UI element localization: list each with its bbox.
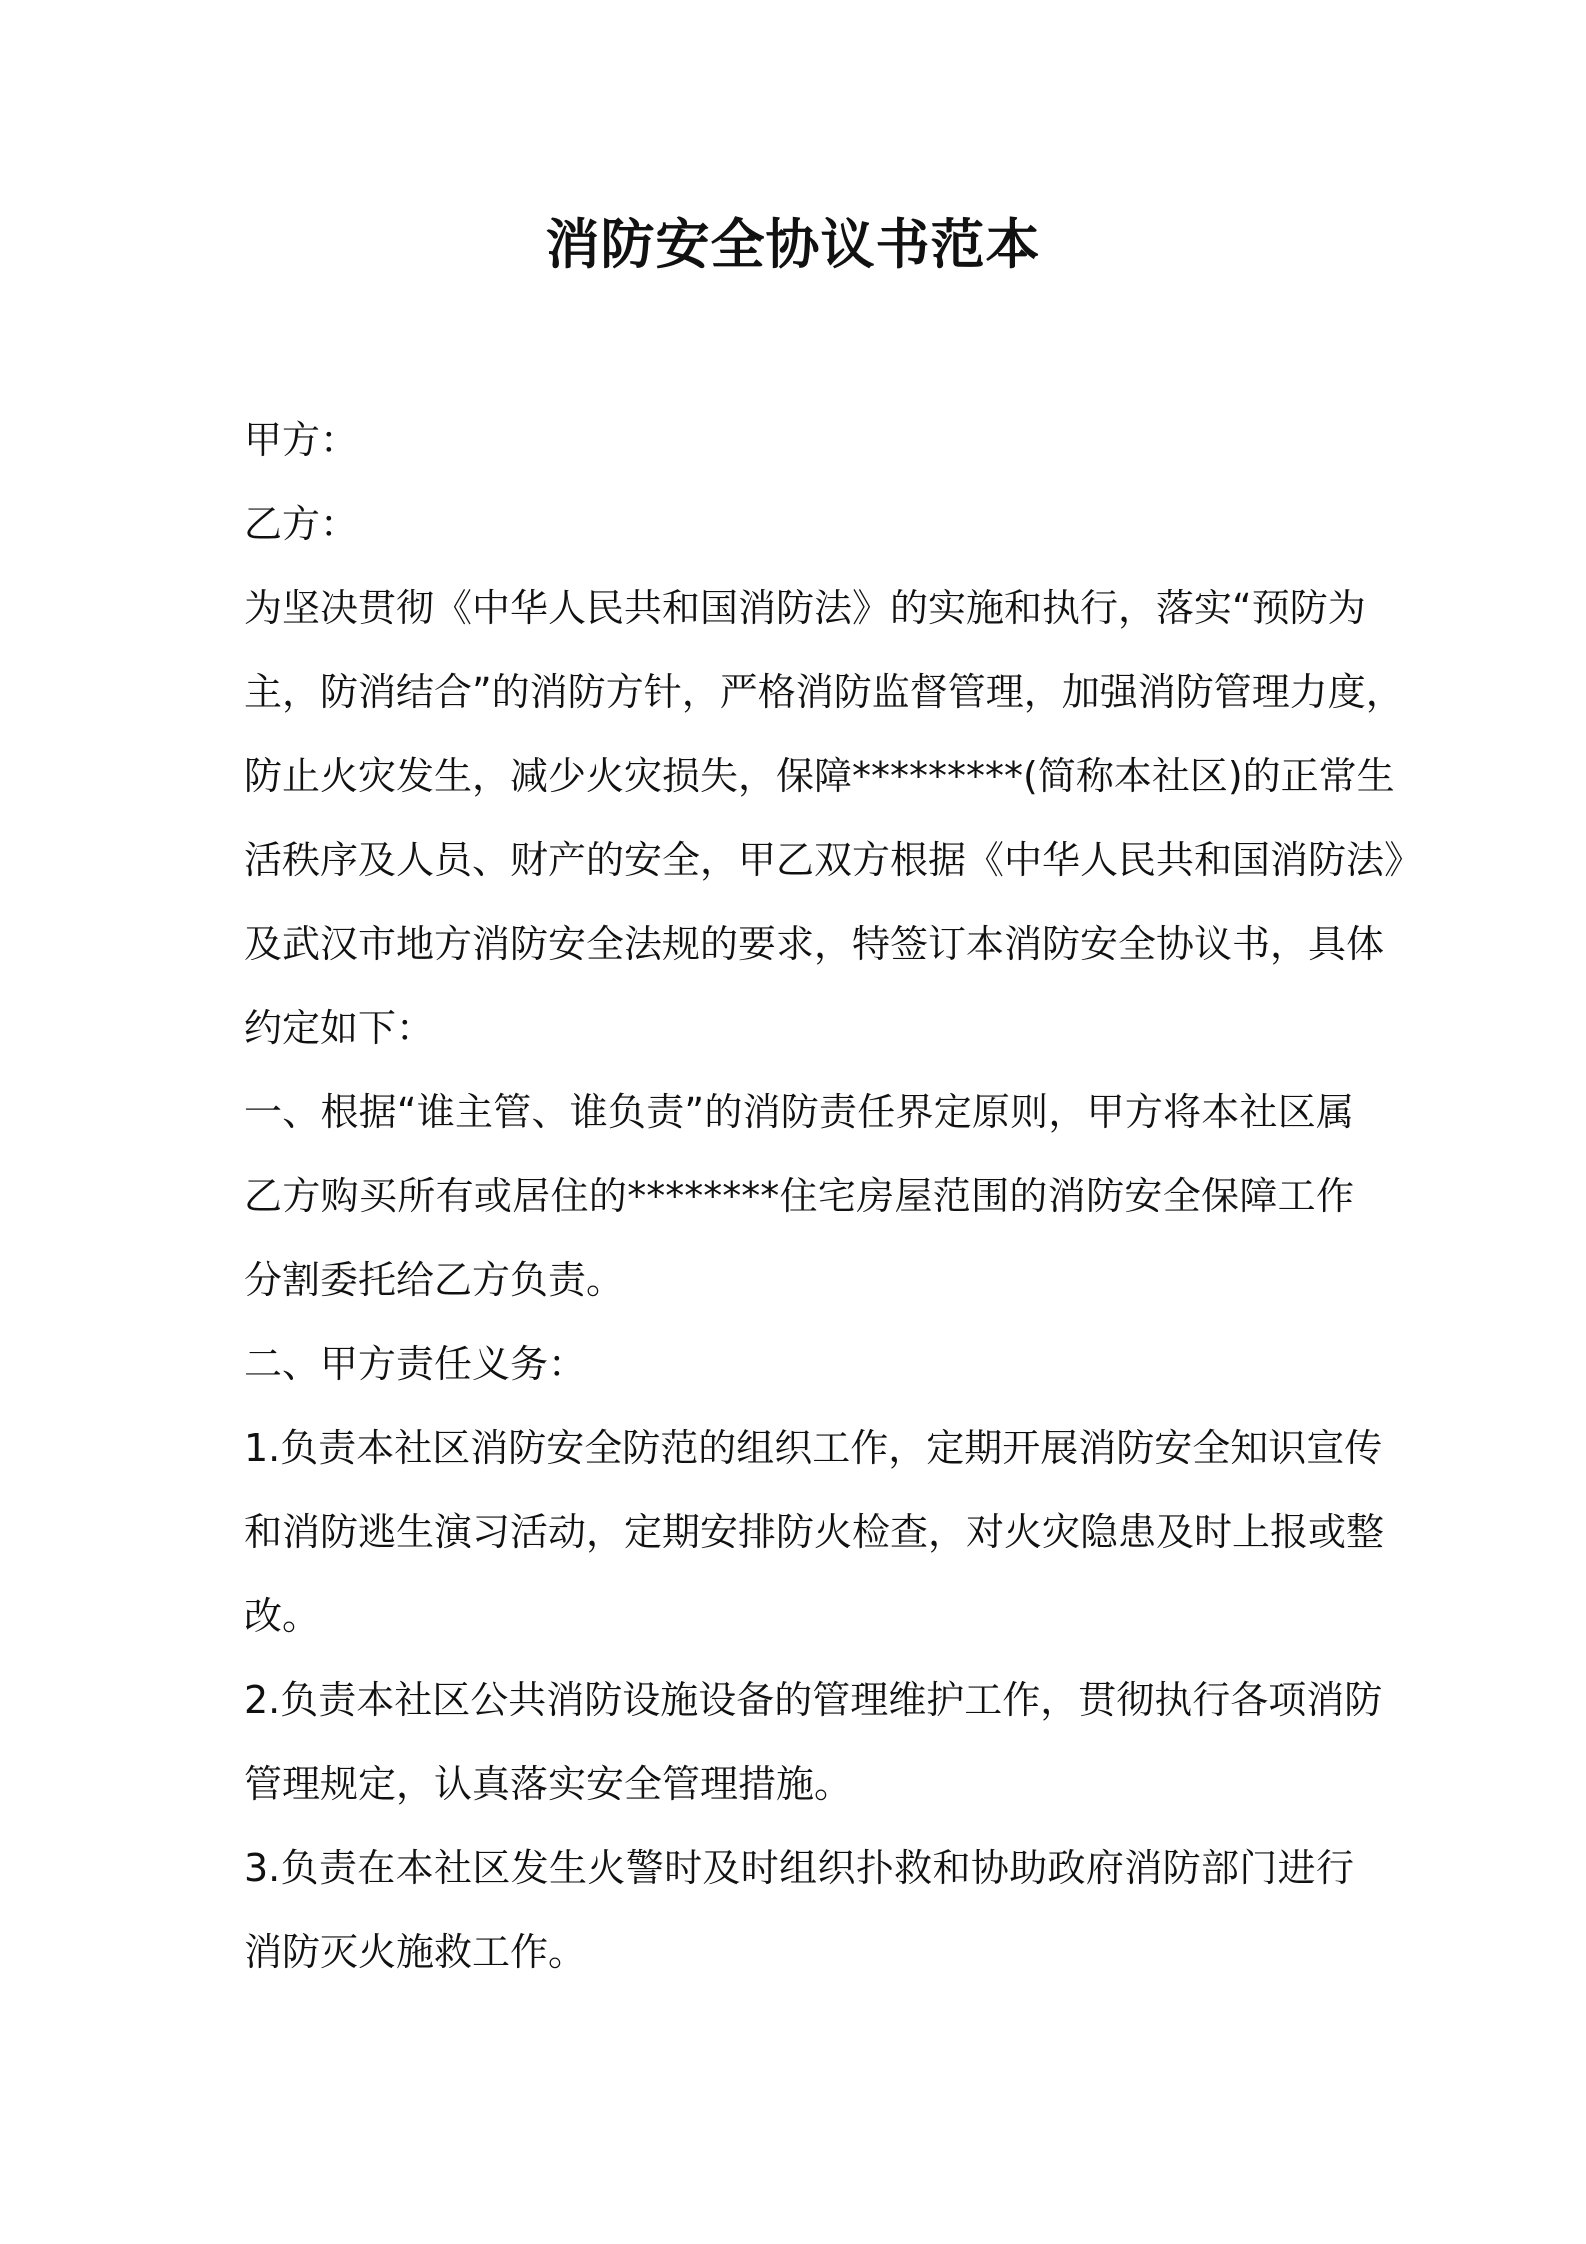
- item-1-line: 改。: [244, 1594, 321, 1638]
- document-title: 消防安全协议书范本: [545, 213, 1041, 276]
- paragraph-line: 防止火灾发生，减少火灾损失，保障*********(简称本社区)的正常生: [244, 754, 1395, 798]
- party-b-line: 乙方：: [244, 502, 359, 546]
- paragraph-line: 及武汉市地方消防安全法规的要求，特签订本消防安全协议书，具体: [244, 922, 1385, 966]
- item-3-line: 3.负责在本社区发生火警时及时组织扑救和协助政府消防部门进行: [244, 1846, 1354, 1890]
- item-1-line: 1.负责本社区消防安全防范的组织工作，定期开展消防安全知识宣传: [244, 1426, 1383, 1470]
- party-a-line: 甲方：: [244, 418, 359, 462]
- item-1-line: 和消防逃生演习活动，定期安排防火检查，对火灾隐患及时上报或整: [244, 1510, 1385, 1554]
- document-body: [244, 398, 1423, 1994]
- paragraph-line: 为坚决贯彻《中华人民共和国消防法》的实施和执行，落实“预防为: [244, 586, 1366, 630]
- clause-1-line: 一、根据“谁主管、谁负责”的消防责任界定原则，甲方将本社区属: [244, 1090, 1354, 1134]
- paragraph-line: 活秩序及人员、财产的安全，甲乙双方根据《中华人民共和国消防法》: [244, 838, 1423, 882]
- paragraph-line: 约定如下：: [244, 1006, 435, 1050]
- item-2-line: 2.负责本社区公共消防设施设备的管理维护工作，贯彻执行各项消防: [244, 1678, 1383, 1722]
- paragraph-line: 主，防消结合”的消防方针，严格消防监督管理，加强消防管理力度，: [244, 670, 1404, 714]
- item-3-line: 消防灭火施救工作。: [244, 1930, 587, 1974]
- clause-1-line: 乙方购买所有或居住的********住宅房屋范围的消防安全保障工作: [244, 1174, 1354, 1218]
- item-2-line: 管理规定，认真落实安全管理措施。: [244, 1762, 853, 1806]
- clause-1-line: 分割委托给乙方负责。: [244, 1258, 625, 1302]
- clause-2-heading: 二、甲方责任义务：: [244, 1342, 587, 1386]
